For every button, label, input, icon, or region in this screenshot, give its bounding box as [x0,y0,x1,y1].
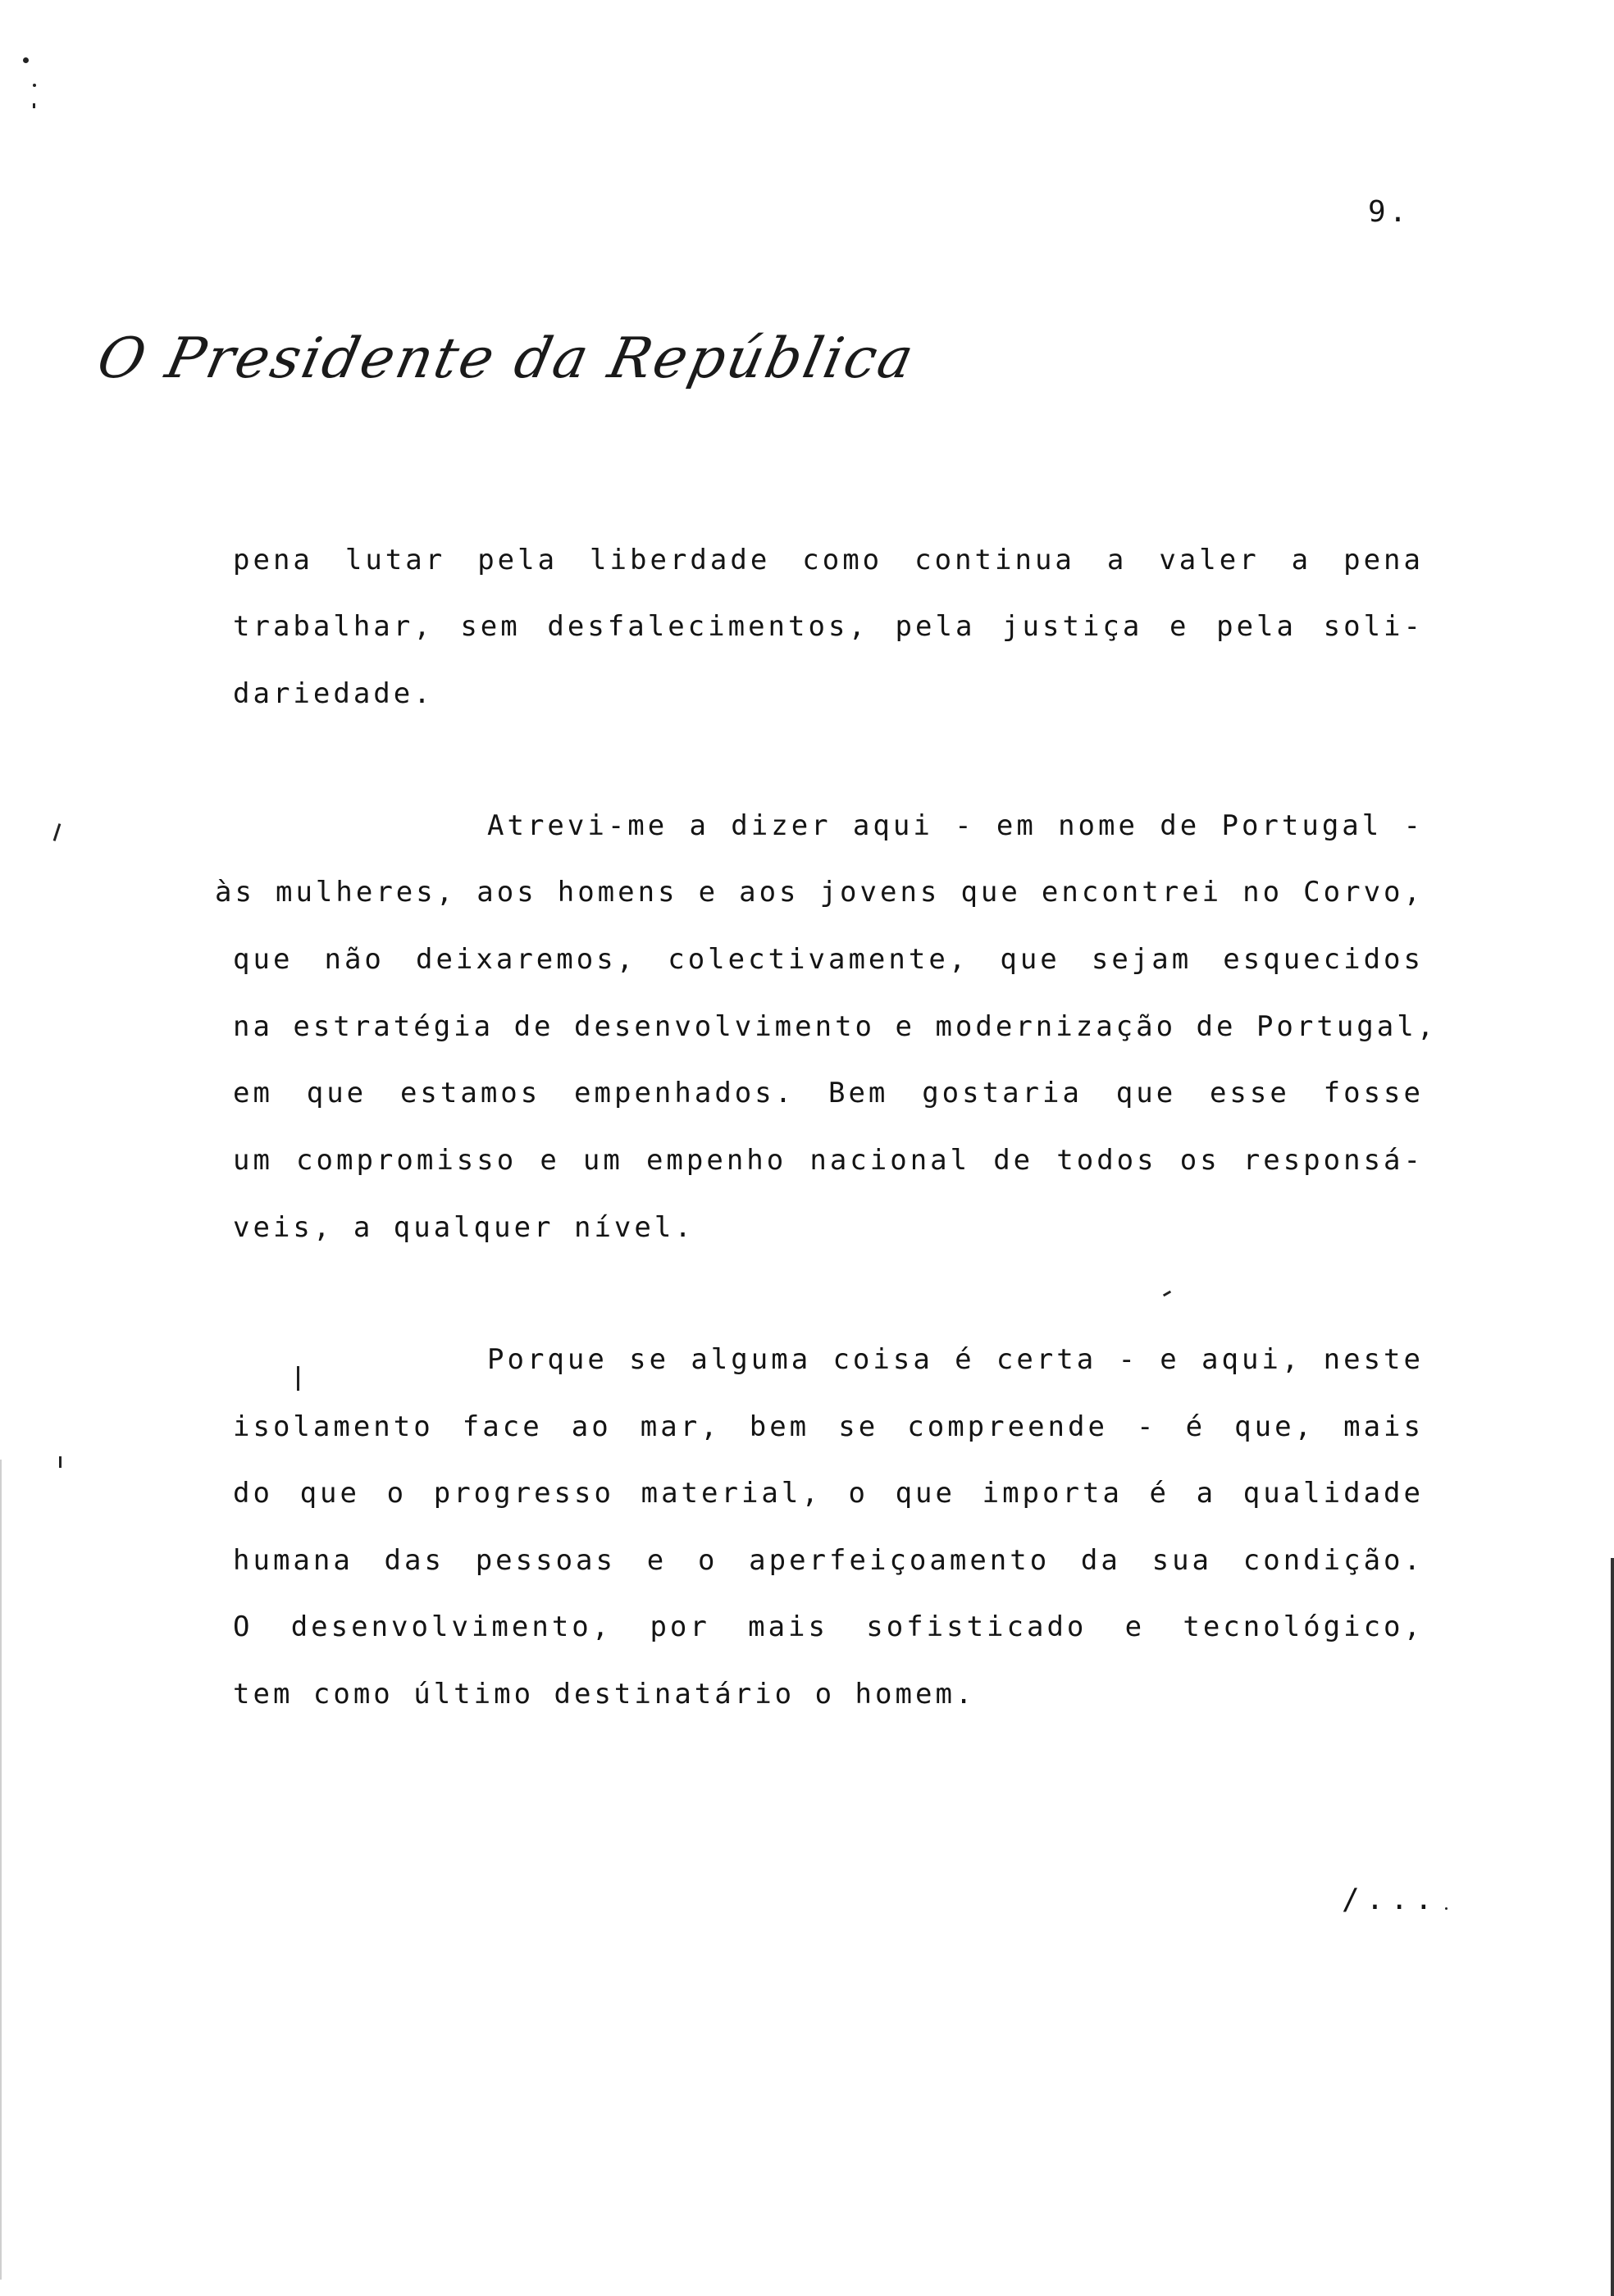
text-line: em que estamos empenhados. Bem gostaria que esse fosse [233,1077,1424,1109]
text-line: Atrevi-me a dizer aqui - em nome de Portugal - [487,809,1424,842]
scan-edge [1611,1558,1614,2296]
text-line: pena lutar pela liberdade como continua a valer a pena [233,544,1424,576]
text-line: às mulheres, aos homens e aos jovens que encontrei no Corvo, [215,876,1424,909]
scan-speck [297,1366,299,1391]
letterhead: O Presidente da República [92,326,922,391]
text-line: tem como último destinatário o homem. [233,1678,976,1711]
scan-speck [53,823,62,841]
scan-edge-left [0,1460,2,2280]
text-line: veis, a qualquer nível. [233,1211,695,1244]
scan-speck [33,103,35,108]
text-line: Porque se alguma coisa é certa - e aqui, neste [487,1343,1424,1376]
text-line: na estratégia de desenvolvimento e modernização de Portugal, [233,1010,1438,1043]
text-line: um compromisso e um empenho nacional de todos os responsá- [233,1144,1424,1177]
text-line: O desenvolvimento, por mais sofisticado e tecnológico, [233,1610,1424,1643]
text-line: isolamento face ao mar, bem se compreende - é que, mais [233,1410,1424,1443]
text-line: humana das pessoas e o aperfeiçoamento da sua condição. [233,1544,1424,1577]
scan-speck [1445,1907,1448,1910]
text-line: dariedade. [233,677,434,710]
scan-speck [23,57,29,63]
continuation-mark: /... [1342,1883,1439,1916]
scan-speck [33,84,36,87]
scan-speck [59,1456,62,1468]
text-line: que não deixaremos, colectivamente, que sejam esquecidos [233,943,1424,976]
text-line: do que o progresso material, o que importa é a qualidade [233,1477,1424,1510]
scan-speck [1163,1291,1171,1297]
page-number: 9. [1368,195,1411,229]
text-line: trabalhar, sem desfalecimentos, pela justiça e pela soli- [233,610,1424,643]
